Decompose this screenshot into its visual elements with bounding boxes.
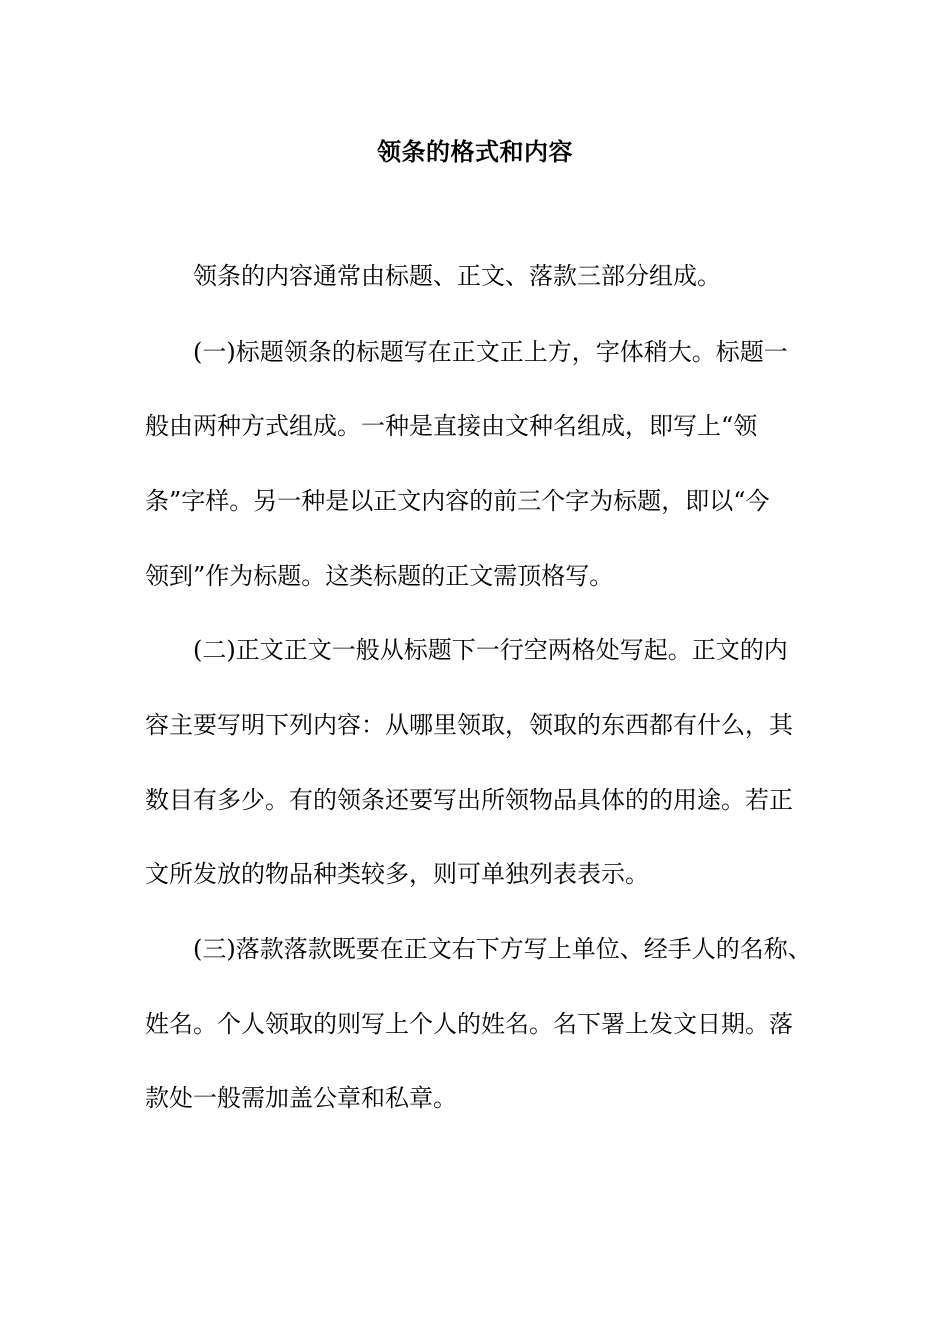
paragraph-2-line-2: 般由两种方式组成。一种是直接由文种名组成，即写上“领 bbox=[145, 412, 758, 440]
paragraph-3-line-2: 容主要写明下列内容：从哪里领取，领取的东西都有什么，其 bbox=[145, 711, 793, 739]
paragraph-3-line-3: 数目有多少。有的领条还要写出所领物品具体的的用途。若正 bbox=[145, 786, 793, 814]
paragraph-4-line-1: (三)落款落款既要在正文右下方写上单位、经手人的名称、 bbox=[193, 935, 812, 963]
paragraph-3-line-4: 文所发放的物品种类较多，则可单独列表表示。 bbox=[145, 860, 649, 888]
paragraph-3-line-1: (二)正文正文一般从标题下一行空两格处写起。正文的内 bbox=[193, 636, 788, 664]
paragraph-2-line-1: (一)标题领条的标题写在正文正上方，字体稍大。标题一 bbox=[193, 338, 788, 366]
paragraph-2-line-4: 领到”作为标题。这类标题的正文需顶格写。 bbox=[145, 562, 614, 590]
document-title: 领条的格式和内容 bbox=[377, 137, 573, 166]
paragraph-1-line-1: 领条的内容通常由标题、正文、落款三部分组成。 bbox=[193, 262, 721, 290]
paragraph-4-line-3: 款处一般需加盖公章和私章。 bbox=[145, 1084, 457, 1112]
paragraph-2-line-3: 条”字样。另一种是以正文内容的前三个字为标题，即以“今 bbox=[145, 487, 770, 515]
paragraph-4-line-2: 姓名。个人领取的则写上个人的姓名。名下署上发文日期。落 bbox=[145, 1010, 793, 1038]
